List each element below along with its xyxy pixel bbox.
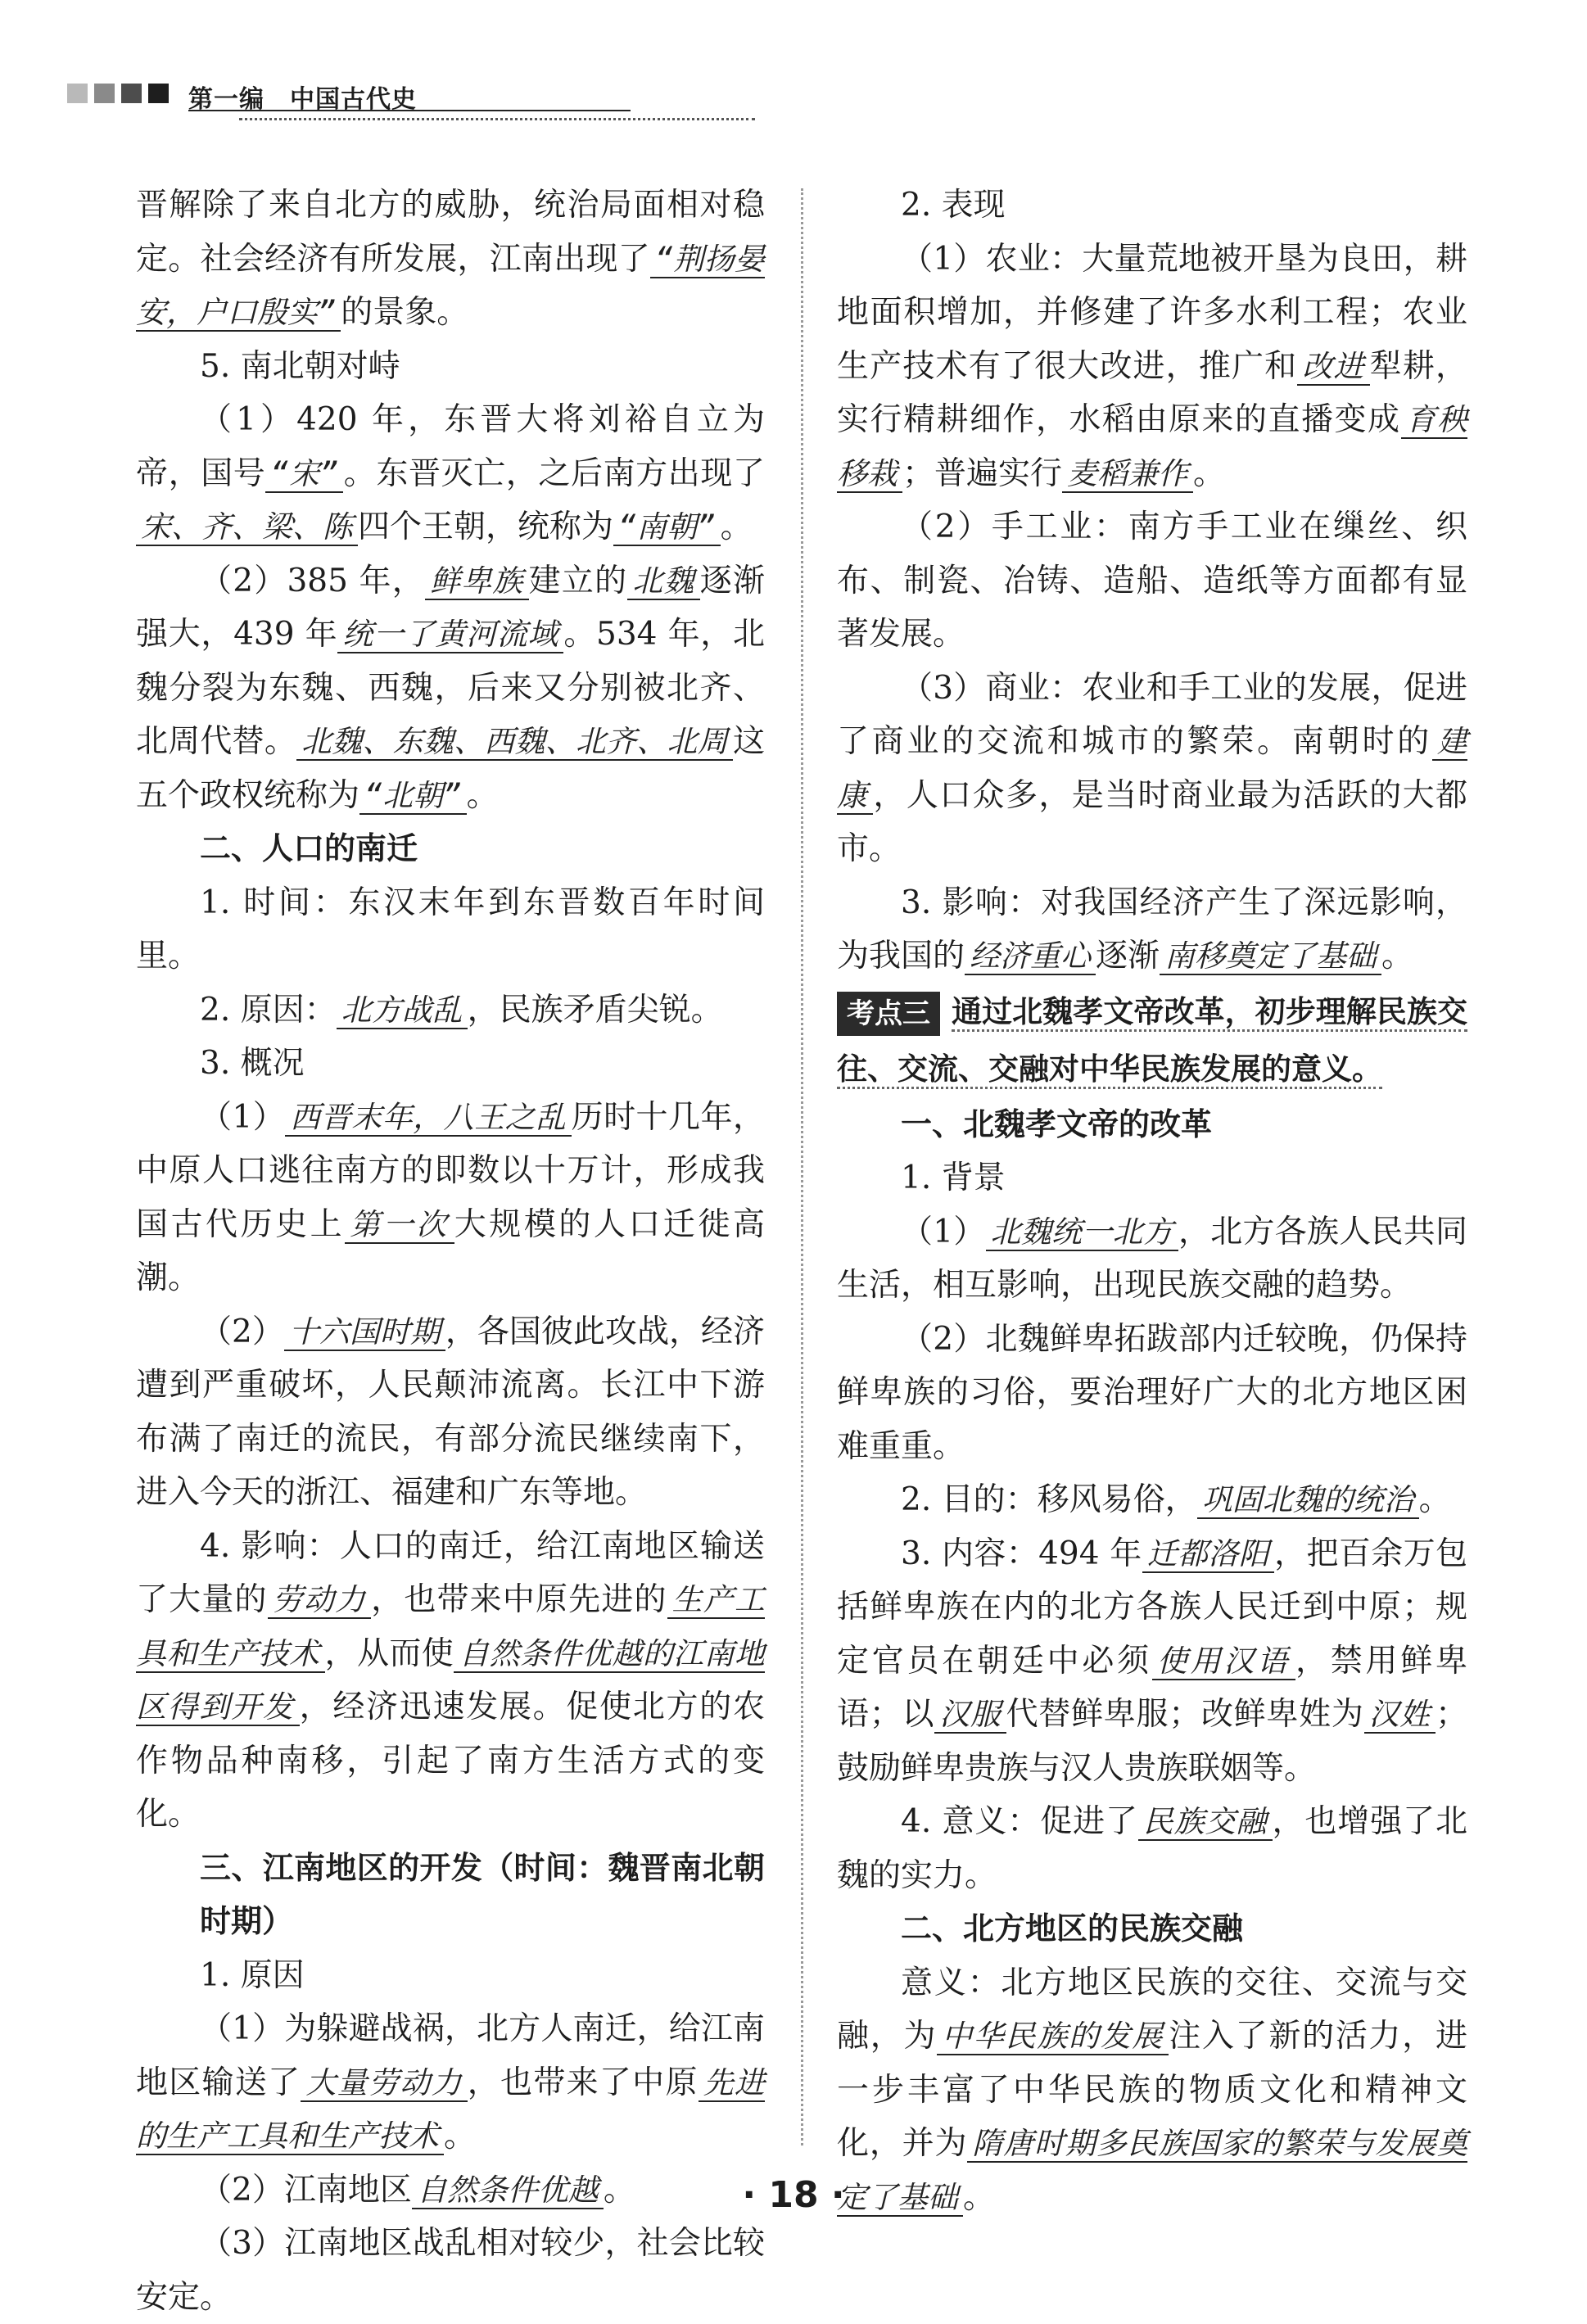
answer-blank: 十六国时期 (284, 1314, 445, 1351)
answer-blank: 劳动力 (268, 1582, 372, 1619)
answer-blank: 南移奠定了基础 (1160, 938, 1381, 975)
answer-blank: 麦稻兼作 (1062, 456, 1193, 493)
section-heading: 一、北魏孝文帝的改革 (901, 1105, 1213, 1142)
answer-blank: 大量劳动力 (301, 2065, 467, 2102)
paragraph: 3. 内容：494 年 迁都洛阳 ，把百余万包括鲜卑族在内的北方各族人民迁到中原；规定官员在朝廷中必须 使用汉语 ，禁用鲜卑语；以 汉服 代替鲜卑服；改鲜卑姓为 汉姓 ；鼓励鲜卑贵族与汉人贵族联姻等。 (837, 1535, 1468, 1787)
answer-blank: 自然条件优越 (412, 2173, 604, 2209)
answer-blank: 先进的生产工具和生产技术 (136, 2064, 765, 2154)
paragraph: （1） 北魏统一北方 ，北方各族人民共同生活，相互影响，出现民族交融的趋势。 (837, 1213, 1467, 1304)
answer-blank: 迁都洛阳 (1142, 1536, 1274, 1573)
paragraph: 2. 目的：移风易俗， 巩固北魏的统治 。 (901, 1481, 1451, 1518)
left-column (136, 179, 765, 2324)
key-point-banner (837, 983, 1467, 1098)
answer-blank: 宋、齐、梁、陈 (136, 509, 358, 546)
header-dotted-rule (239, 118, 755, 120)
answer-blank: “北朝” (359, 778, 467, 815)
paragraph: （3）江南地区战乱相对较少，社会比较安定。 (136, 2225, 765, 2316)
answer-blank: 育秧移栽 (837, 402, 1467, 491)
answer-blank: 自然条件优越的江南地区得到开发 (136, 1635, 766, 1725)
paragraph: （2）北魏鲜卑拓跋部内迁较晚，仍保持鲜卑族的习俗，要治理好广大的北方地区困难重重。 (837, 1320, 1467, 1465)
answer-blank: 鲜卑族 (425, 563, 529, 600)
right-column (837, 179, 1467, 2224)
header-block (94, 84, 115, 103)
answer-blank: 汉姓 (1364, 1697, 1436, 1734)
header-block (67, 84, 88, 103)
page-number: · 18 · (742, 2174, 845, 2216)
paragraph: 4. 影响：人口的南迁，给江南地区输送了大量的 劳动力 ，也带来中原先进的 生产工具和生产技术 ，从而使 自然条件优越的江南地区得到开发 ，经济迅速发展。促使北方的农作物品种南移，引起了南方生活方式的变化。 (136, 1527, 766, 1833)
paragraph: （1）为躲避战祸，北方人南迁，给江南地区输送了 大量劳动力 ，也带来了中原 先进的生产工具和生产技术 。 (136, 2010, 765, 2154)
header-blocks (67, 84, 175, 103)
key-point-tag: 考点三 (837, 992, 940, 1036)
answer-blank: “荆扬晏安，户口殷实” (136, 241, 765, 330)
answer-blank: 北魏统一北方 (986, 1214, 1178, 1251)
answer-blank: 北魏、东魏、西魏、北齐、北周 (296, 724, 733, 761)
paragraph: 4. 意义：促进了 民族交融 ，也增强了北魏的实力。 (837, 1803, 1467, 1894)
answer-blank: 第一次 (345, 1207, 454, 1244)
section-item: 3. 概况 (200, 1045, 305, 1082)
answer-blank: 统一了黄河流域 (337, 617, 563, 653)
header-block (148, 84, 169, 103)
paragraph: （3）商业：农业和手工业的发展，促进了商业的交流和城市的繁荣。南朝时的 建康 ，人口众多，是当时商业最为活跃的大都市。 (837, 669, 1467, 867)
answer-blank: 建康 (837, 724, 1467, 813)
answer-blank: 西晋末年，八王之乱 (285, 1100, 571, 1137)
paragraph: （2）手工业：南方手工业在缫丝、织布、制瓷、冶铸、造船、造纸等方面都有显著发展。 (837, 509, 1467, 653)
section-item: 2. 表现 (901, 187, 1006, 224)
answer-blank: 隋唐时期多民族国家的繁荣与发展奠定了基础 (837, 2126, 1467, 2215)
paragraph: （2）385 年， 鲜卑族 建立的 北魏 逐渐强大，439 年 统一了黄河流域 。534 年，北魏分裂为东魏、西魏，后来又分别被北齐、北周代替。 北魏、东魏、西魏、北齐、北周 这五个政权统称为 “北朝” 。 (136, 562, 766, 814)
paragraph: （1） 西晋末年，八王之乱 历时十几年，中原人口逃往南方的即数以十万计，形成我国古代历史上 第一次 大规模的人口迁徙高潮。 (136, 1098, 765, 1296)
answer-blank: 使用汉语 (1152, 1644, 1295, 1680)
answer-blank: 北方战乱 (337, 992, 468, 1029)
section-heading: 三、江南地区的开发（时间：魏晋南北朝时期） (200, 1849, 765, 1939)
header-title: 第一编 中国古代史 (188, 85, 417, 114)
paragraph: （2）江南地区 自然条件优越 。 (200, 2171, 635, 2209)
paragraph: 意义：北方地区民族的交往、交流与交融，为 中华民族的发展 注入了新的活力，进一步丰富了中华民族的物质文化和精神文化，并为 隋唐时期多民族国家的繁荣与发展奠定了基础 。 (837, 1964, 1467, 2216)
key-point-text: 通过北魏孝文帝改革，初步理解民族交往、交流、交融对中华民族发展的意义。 (837, 994, 1467, 1089)
answer-blank: 经济重心 (965, 938, 1096, 975)
answer-blank: 改进 (1297, 349, 1369, 386)
answer-blank: 巩固北魏的统治 (1197, 1482, 1419, 1519)
answer-blank: “宋” (265, 456, 343, 493)
answer-blank: 汉服 (934, 1697, 1006, 1734)
section-heading: 二、北方地区的民族交融 (901, 1910, 1244, 1946)
paragraph: （2） 十六国时期 ，各国彼此攻战，经济遭到严重破坏，人民颠沛流离。长江中下游布满了南迁的流民，有部分流民继续南下，进入今天的浙江、福建和广东等地。 (136, 1313, 765, 1511)
answer-blank: 北魏 (627, 563, 699, 600)
column-divider (801, 188, 803, 2145)
answer-blank: 中华民族的发展 (937, 2019, 1169, 2055)
answer-blank: “南朝” (613, 509, 721, 546)
section-item: 1. 背景 (901, 1160, 1006, 1196)
paragraph: 晋解除了来自北方的威胁，统治局面相对稳定。社会经济有所发展，江南出现了 “荆扬晏安，户口殷实” 的景象。 (136, 187, 765, 331)
page-header (67, 79, 690, 114)
paragraph: 3. 影响：对我国经济产生了深远影响，为我国的 经济重心 逐渐 南移奠定了基础 。 (837, 884, 1467, 974)
paragraph: （1）420 年，东晋大将刘裕自立为帝，国号 “宋” 。东晋灭亡，之后南方出现了宋、齐、梁、陈 四个王朝，统称为 “南朝” 。 (136, 401, 765, 545)
section-item: 1. 原因 (200, 1956, 305, 1994)
section-heading: 二、人口的南迁 (200, 830, 418, 866)
paragraph: （1）农业：大量荒地被开垦为良田，耕地面积增加，并修建了许多水利工程；农业生产技术有了很大改进，推广和 改进 犁耕，实行精耕细作，水稻由原来的直播变成 育秧移栽 ；普遍实行 麦稻兼作 。 (837, 240, 1467, 492)
paragraph: 1. 时间：东汉末年到东晋数百年时间里。 (136, 884, 765, 974)
paragraph: 2. 原因： 北方战乱 ，民族矛盾尖锐。 (200, 991, 723, 1029)
header-rule (188, 110, 631, 111)
answer-blank: 生产工具和生产技术 (136, 1582, 766, 1671)
answer-blank: 民族交融 (1138, 1804, 1273, 1841)
header-block (121, 84, 142, 103)
section-item: 5. 南北朝对峙 (200, 347, 400, 385)
